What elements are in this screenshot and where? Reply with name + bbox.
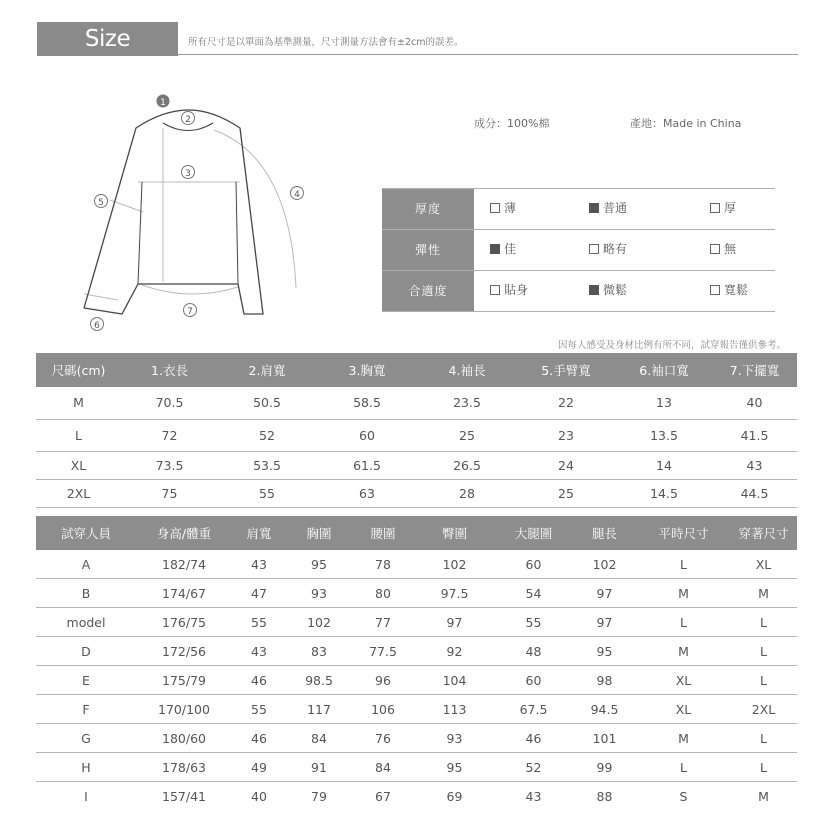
fabric-option: 微鬆 bbox=[589, 271, 627, 311]
table-cell: I bbox=[84, 788, 88, 804]
table-cell: 55 bbox=[232, 695, 286, 724]
table-cell: 2XL bbox=[730, 695, 797, 724]
table-cell: H bbox=[36, 753, 136, 782]
table-cell: XL bbox=[637, 666, 730, 695]
table-cell: 178/63 bbox=[136, 753, 232, 782]
table-cell: 24 bbox=[516, 451, 616, 479]
table-cell: 61.5 bbox=[316, 451, 418, 479]
table-cell: 79 bbox=[311, 788, 327, 804]
table-row bbox=[36, 608, 797, 637]
table-cell: model bbox=[36, 608, 136, 637]
table-cell: L bbox=[730, 637, 797, 666]
table-cell: M bbox=[758, 788, 769, 804]
table-cell: 52 bbox=[495, 753, 572, 782]
table-cell: 174/67 bbox=[136, 579, 232, 608]
table-cell: 170/100 bbox=[136, 695, 232, 724]
fabric-option: 薄 bbox=[490, 189, 516, 229]
table-cell: E bbox=[36, 666, 136, 695]
svg-text:4: 4 bbox=[294, 190, 300, 200]
table-cell: L bbox=[730, 753, 797, 782]
table-cell: 97 bbox=[414, 608, 495, 637]
checkbox-checked-icon bbox=[490, 244, 500, 254]
table-cell: 70.5 bbox=[121, 387, 218, 419]
table-cell: 175/79 bbox=[136, 666, 232, 695]
table-cell: 97 bbox=[572, 579, 637, 608]
marker-4 bbox=[291, 187, 304, 201]
table-cell: 182/74 bbox=[136, 550, 232, 579]
table-cell: 102 bbox=[572, 550, 637, 579]
table-cell: S bbox=[679, 788, 688, 804]
size-information-title: Size Information bbox=[37, 22, 178, 56]
column-header: 大腿圍 bbox=[495, 516, 572, 550]
table-cell: 95 bbox=[286, 550, 352, 579]
table-cell: XL bbox=[730, 550, 797, 579]
table-cell: M bbox=[637, 637, 730, 666]
marker-3 bbox=[182, 166, 195, 180]
table-cell: 117 bbox=[286, 695, 352, 724]
table-cell: 98 bbox=[572, 666, 637, 695]
fabric-properties bbox=[382, 188, 775, 312]
fit-report-table bbox=[36, 516, 797, 810]
column-header: 胸圍 bbox=[286, 516, 352, 550]
column-header: 平時尺寸 bbox=[637, 516, 730, 550]
table-cell: L bbox=[730, 666, 797, 695]
table-row bbox=[36, 419, 797, 451]
table-cell: F bbox=[36, 695, 136, 724]
origin-info: 產地：Made in China bbox=[630, 117, 742, 130]
table-cell: 23.5 bbox=[418, 387, 516, 419]
table-cell: 43 bbox=[232, 637, 286, 666]
table-cell: 67.5 bbox=[495, 695, 572, 724]
column-header: 肩寬 bbox=[232, 516, 286, 550]
table-cell: 46 bbox=[232, 724, 286, 753]
material-info: 成分：100%棉 bbox=[474, 117, 550, 130]
table-cell: 49 bbox=[232, 753, 286, 782]
table-cell: 77 bbox=[352, 608, 414, 637]
table-cell: 63 bbox=[316, 479, 418, 507]
table-cell: 40 bbox=[251, 788, 267, 804]
table-row bbox=[36, 666, 797, 695]
garment-illustration bbox=[80, 88, 320, 338]
table-cell: 13 bbox=[616, 387, 712, 419]
column-header: 7.下擺寬 bbox=[712, 353, 797, 387]
table-cell: 2XL bbox=[36, 479, 121, 507]
table-cell: 60 bbox=[495, 666, 572, 695]
table-cell: 44.5 bbox=[712, 479, 797, 507]
fabric-option: 略有 bbox=[589, 230, 627, 270]
measurement-note: 所有尺寸是以單面為基準測量，尺寸測量方法會有±2cm的誤差。 bbox=[188, 37, 464, 48]
table-cell: 47 bbox=[232, 579, 286, 608]
table-cell: 92 bbox=[414, 637, 495, 666]
table-cell: L bbox=[637, 608, 730, 637]
svg-text:5: 5 bbox=[98, 198, 104, 208]
column-header: 腿長 bbox=[572, 516, 637, 550]
table-cell: 157/41 bbox=[162, 788, 206, 804]
table-cell: 46 bbox=[232, 666, 286, 695]
table-cell: 102 bbox=[286, 608, 352, 637]
fabric-row-fit bbox=[382, 271, 775, 312]
checkbox-checked-icon bbox=[589, 285, 599, 295]
table-cell: M bbox=[637, 724, 730, 753]
table-cell: 84 bbox=[352, 753, 414, 782]
table-row bbox=[36, 637, 797, 666]
table-cell: 50.5 bbox=[218, 387, 316, 419]
fabric-option: 貼身 bbox=[490, 271, 528, 311]
fit-table-header bbox=[36, 516, 797, 550]
checkbox-icon bbox=[710, 244, 720, 254]
table-row bbox=[36, 782, 797, 811]
svg-text:2: 2 bbox=[185, 115, 191, 125]
checkbox-icon bbox=[589, 244, 599, 254]
table-cell: 48 bbox=[495, 637, 572, 666]
table-cell: L bbox=[637, 753, 730, 782]
fabric-option: 寬鬆 bbox=[710, 271, 748, 311]
size-chart-table bbox=[36, 353, 797, 508]
table-cell: 176/75 bbox=[136, 608, 232, 637]
table-cell: 94.5 bbox=[572, 695, 637, 724]
header-divider bbox=[178, 54, 798, 55]
table-cell: 113 bbox=[414, 695, 495, 724]
table-row bbox=[36, 451, 797, 479]
table-cell: 55 bbox=[495, 608, 572, 637]
table-cell: 60 bbox=[316, 419, 418, 451]
fabric-option: 普通 bbox=[589, 189, 627, 229]
table-cell: 73.5 bbox=[121, 451, 218, 479]
table-cell: 52 bbox=[218, 419, 316, 451]
table-cell: D bbox=[36, 637, 136, 666]
marker-5 bbox=[95, 195, 108, 209]
table-cell: 76 bbox=[352, 724, 414, 753]
table-cell: 60 bbox=[495, 550, 572, 579]
fabric-label: 彈性 bbox=[382, 230, 474, 270]
table-cell: 40 bbox=[712, 387, 797, 419]
table-row bbox=[36, 695, 797, 724]
svg-text:1: 1 bbox=[160, 98, 166, 108]
table-cell: M bbox=[637, 579, 730, 608]
table-cell: L bbox=[730, 724, 797, 753]
table-cell: 104 bbox=[414, 666, 495, 695]
fabric-option: 厚 bbox=[710, 189, 736, 229]
column-header: 試穿人員 bbox=[36, 516, 136, 550]
table-cell: 26.5 bbox=[418, 451, 516, 479]
table-cell: M bbox=[730, 579, 797, 608]
table-row bbox=[36, 550, 797, 579]
marker-1 bbox=[157, 95, 170, 109]
table-cell: 67 bbox=[375, 788, 391, 804]
table-cell: 43 bbox=[712, 451, 797, 479]
table-cell: 172/56 bbox=[136, 637, 232, 666]
table-cell: 97.5 bbox=[414, 579, 495, 608]
table-cell: 14.5 bbox=[616, 479, 712, 507]
table-cell: 93 bbox=[414, 724, 495, 753]
table-cell: 84 bbox=[286, 724, 352, 753]
table-cell: 13.5 bbox=[616, 419, 712, 451]
checkbox-icon bbox=[710, 285, 720, 295]
table-cell: 80 bbox=[352, 579, 414, 608]
table-cell: 102 bbox=[414, 550, 495, 579]
column-header: 穿著尺寸 bbox=[730, 516, 797, 550]
table-cell: L bbox=[730, 608, 797, 637]
table-cell: B bbox=[36, 579, 136, 608]
table-cell: 97 bbox=[572, 608, 637, 637]
table-cell: 55 bbox=[232, 608, 286, 637]
table-cell: L bbox=[637, 550, 730, 579]
table-cell: 69 bbox=[446, 788, 463, 804]
table-cell: 23 bbox=[516, 419, 616, 451]
table-cell: A bbox=[36, 550, 136, 579]
column-header: 1.衣長 bbox=[121, 353, 218, 387]
checkbox-icon bbox=[490, 203, 500, 213]
marker-6 bbox=[91, 318, 104, 332]
table-cell: XL bbox=[637, 695, 730, 724]
table-cell: 43 bbox=[525, 788, 542, 804]
fabric-label: 厚度 bbox=[382, 189, 474, 229]
table-cell: 25 bbox=[418, 419, 516, 451]
column-header: 腰圍 bbox=[352, 516, 414, 550]
table-cell: 101 bbox=[572, 724, 637, 753]
table-row bbox=[36, 479, 797, 507]
fabric-option: 佳 bbox=[490, 230, 516, 270]
table-cell: 43 bbox=[232, 550, 286, 579]
table-cell: 22 bbox=[516, 387, 616, 419]
checkbox-icon bbox=[710, 203, 720, 213]
table-cell: 54 bbox=[495, 579, 572, 608]
table-cell: G bbox=[36, 724, 136, 753]
table-cell: XL bbox=[36, 451, 121, 479]
table-cell: 41.5 bbox=[712, 419, 797, 451]
column-header: 2.肩寬 bbox=[218, 353, 316, 387]
svg-text:6: 6 bbox=[94, 321, 100, 331]
table-cell: 72 bbox=[121, 419, 218, 451]
column-header: 臀圍 bbox=[414, 516, 495, 550]
marker-7 bbox=[184, 304, 197, 318]
table-cell: 93 bbox=[286, 579, 352, 608]
table-cell: 77.5 bbox=[352, 637, 414, 666]
column-header: 6.袖口寬 bbox=[616, 353, 712, 387]
table-cell: 91 bbox=[286, 753, 352, 782]
svg-text:7: 7 bbox=[187, 307, 193, 317]
size-table-header bbox=[36, 353, 797, 387]
table-cell: 78 bbox=[352, 550, 414, 579]
column-header: 5.手臂寬 bbox=[516, 353, 616, 387]
column-header: 身高/體重 bbox=[136, 516, 232, 550]
fit-disclaimer: 因每人感受及身材比例有所不同，試穿報告僅供參考。 bbox=[557, 340, 786, 351]
column-header: 4.袖長 bbox=[418, 353, 516, 387]
fabric-option: 無 bbox=[710, 230, 736, 270]
table-cell: 55 bbox=[218, 479, 316, 507]
table-row bbox=[36, 753, 797, 782]
table-row bbox=[36, 387, 797, 419]
checkbox-checked-icon bbox=[589, 203, 599, 213]
table-cell: 180/60 bbox=[136, 724, 232, 753]
fabric-row-elasticity bbox=[382, 230, 775, 271]
table-cell: M bbox=[36, 387, 121, 419]
table-cell: L bbox=[36, 419, 121, 451]
marker-2 bbox=[182, 112, 195, 126]
table-row bbox=[36, 724, 797, 753]
table-cell: 83 bbox=[286, 637, 352, 666]
column-header: 3.胸寬 bbox=[316, 353, 418, 387]
table-cell: 53.5 bbox=[218, 451, 316, 479]
table-cell: 95 bbox=[572, 637, 637, 666]
table-cell: 96 bbox=[352, 666, 414, 695]
table-cell: 106 bbox=[352, 695, 414, 724]
garment-diagram bbox=[80, 88, 320, 338]
table-row bbox=[36, 579, 797, 608]
table-cell: 25 bbox=[516, 479, 616, 507]
svg-text:3: 3 bbox=[185, 169, 191, 179]
table-cell: 28 bbox=[418, 479, 516, 507]
table-cell: 95 bbox=[414, 753, 495, 782]
table-cell: 46 bbox=[495, 724, 572, 753]
checkbox-icon bbox=[490, 285, 500, 295]
fabric-row-thickness bbox=[382, 188, 775, 230]
table-cell: 75 bbox=[121, 479, 218, 507]
table-cell: 14 bbox=[616, 451, 712, 479]
table-cell: 98.5 bbox=[286, 666, 352, 695]
column-header: 尺碼(cm) bbox=[36, 353, 121, 387]
table-cell: 99 bbox=[572, 753, 637, 782]
fabric-label: 合適度 bbox=[382, 271, 474, 311]
table-cell: 88 bbox=[596, 788, 613, 804]
table-cell: 58.5 bbox=[316, 387, 418, 419]
